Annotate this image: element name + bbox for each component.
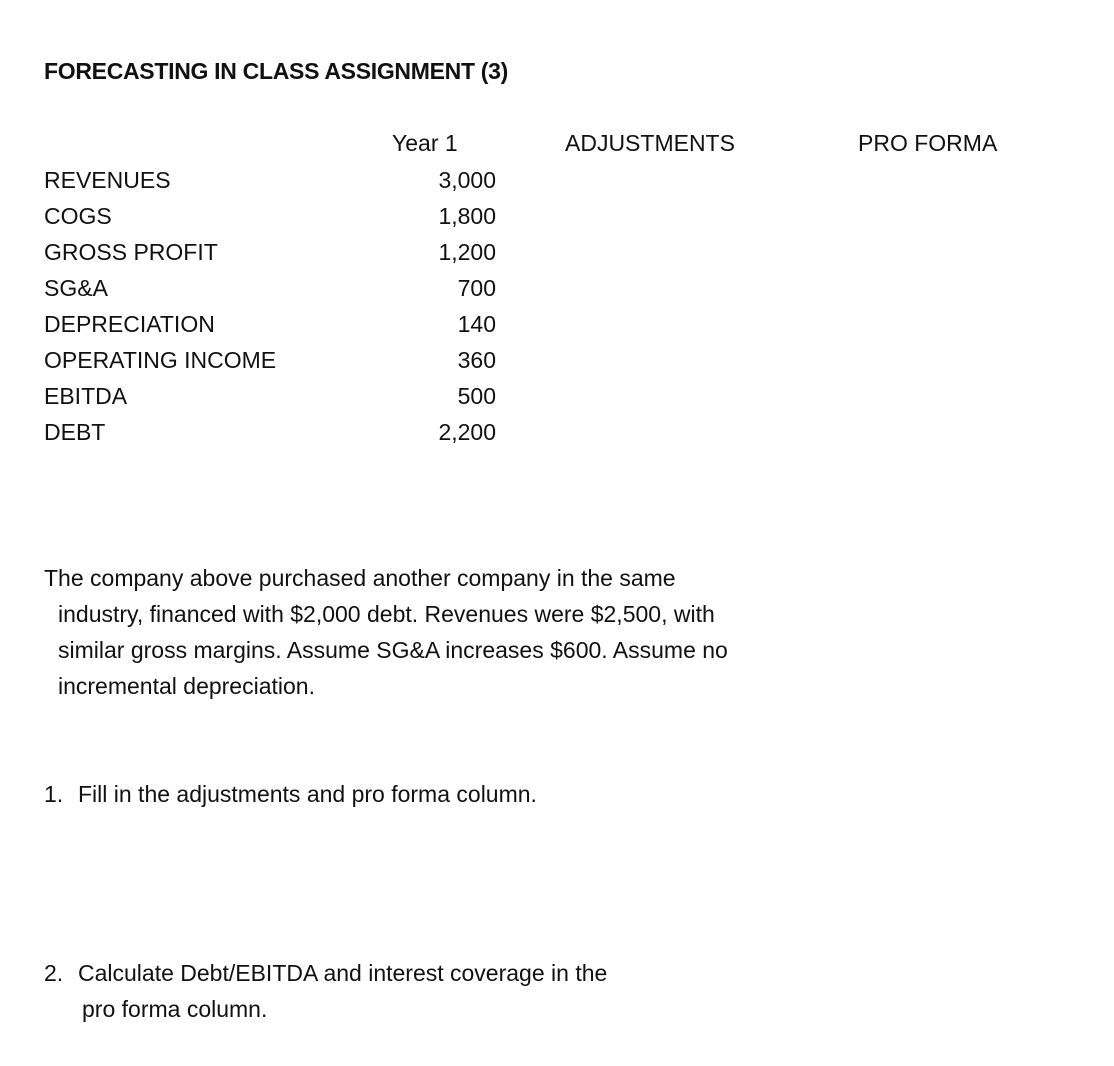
row-value-year1: 3,000 bbox=[438, 167, 496, 193]
table-row-debt bbox=[44, 418, 504, 454]
table-row-gross-profit bbox=[44, 238, 504, 274]
table-row-sga bbox=[44, 274, 504, 310]
column-header-adjustments: ADJUSTMENTS bbox=[565, 130, 735, 156]
question-1 bbox=[44, 776, 764, 812]
row-label: DEPRECIATION bbox=[44, 311, 215, 337]
question-text: Fill in the adjustments and pro forma column. bbox=[78, 781, 537, 807]
scenario-paragraph bbox=[44, 560, 764, 704]
table-row-cogs bbox=[44, 202, 504, 238]
row-value-year1: 1,800 bbox=[438, 203, 496, 229]
row-label: COGS bbox=[44, 203, 112, 229]
row-label: SG&A bbox=[44, 275, 108, 301]
table-row-operating-income bbox=[44, 346, 504, 382]
table-row-revenues bbox=[44, 166, 504, 202]
question-number: 1. bbox=[44, 781, 64, 807]
row-value-year1: 1,200 bbox=[438, 239, 496, 265]
row-label: GROSS PROFIT bbox=[44, 239, 218, 265]
row-value-year1: 140 bbox=[457, 311, 496, 337]
table-row-ebitda bbox=[44, 382, 504, 418]
row-value-year1: 700 bbox=[457, 275, 496, 301]
question-2 bbox=[44, 955, 764, 1027]
table-row-depreciation bbox=[44, 310, 504, 346]
row-value-year1: 360 bbox=[457, 347, 496, 373]
row-label: DEBT bbox=[44, 419, 106, 445]
scenario-text: The company above purchased another company in the same industry, financed with $2,000 debt. Revenues were $2,500, with similar gross margins. Assume SG&A increases $600. Assume no incremental depreciation. bbox=[44, 565, 728, 699]
row-value-year1: 500 bbox=[457, 383, 496, 409]
column-header-pro-forma: PRO FORMA bbox=[858, 130, 998, 156]
page-title: FORECASTING IN CLASS ASSIGNMENT (3) bbox=[44, 58, 508, 84]
question-text-line1: Calculate Debt/EBITDA and interest coverage in the bbox=[78, 960, 608, 986]
question-text-line2: pro forma column. bbox=[82, 996, 268, 1022]
row-label: OPERATING INCOME bbox=[44, 347, 277, 373]
row-value-year1: 2,200 bbox=[438, 419, 496, 445]
row-label: REVENUES bbox=[44, 167, 171, 193]
financial-table bbox=[44, 166, 504, 454]
column-header-year1: Year 1 bbox=[392, 130, 458, 156]
question-number: 2. bbox=[44, 960, 64, 986]
row-label: EBITDA bbox=[44, 383, 128, 409]
